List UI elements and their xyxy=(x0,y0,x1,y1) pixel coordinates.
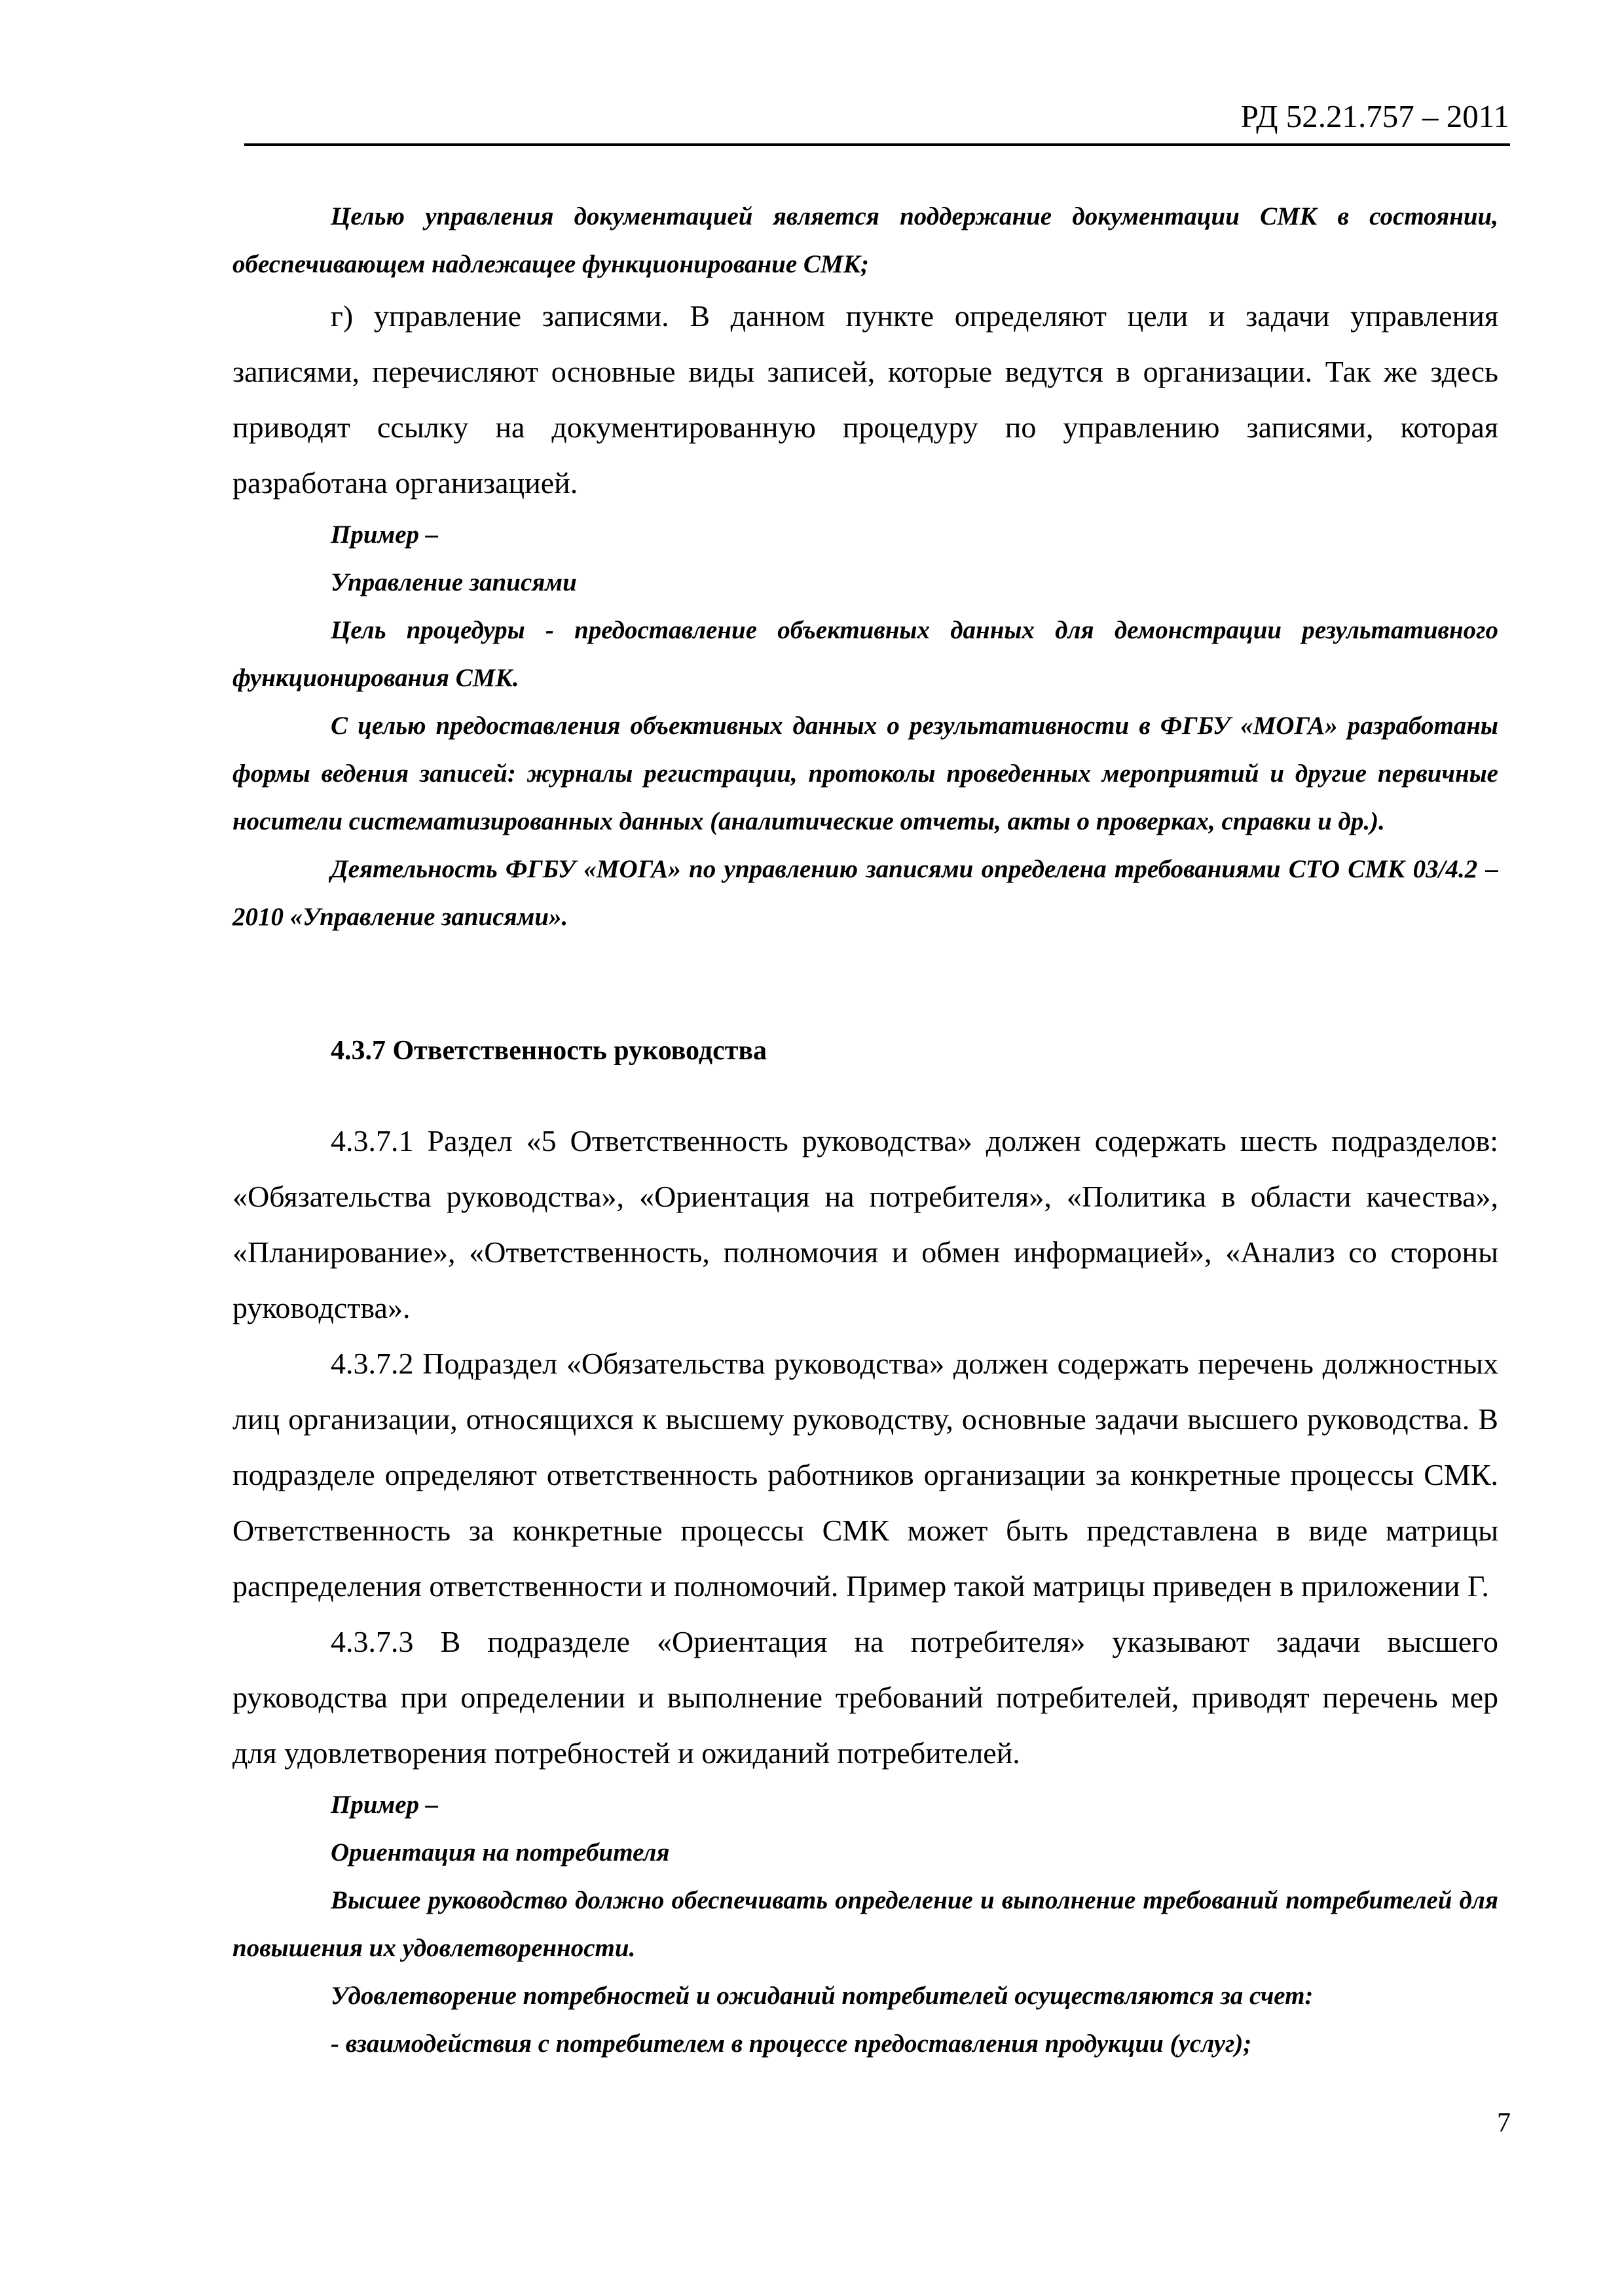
example-paragraph: Деятельность ФГБУ «МОГА» по управлению записями определена требованиями СТО СМК 03/4.2 – 2010 «Управление записями». xyxy=(232,855,1498,931)
header-rule xyxy=(244,143,1510,146)
example-title: Ориентация на потребителя xyxy=(331,1838,670,1867)
content-lower xyxy=(232,1036,1498,2068)
paragraph-4-3-7-1: 4.3.7.1 Раздел «5 Ответственность руководства» должен содержать шесть подразделов: «Обязательства руководства», «Ориентация на потребителя», «Политика в области качества», «Планирование», «Ответственность, полномочия и обмен информацией», «Анализ со стороны руководства». xyxy=(232,1124,1498,1324)
example-paragraph: С целью предоставления объективных данных о результативности в ФГБУ «МОГА» разработаны формы ведения записей: журналы регистрации, протоколы проведенных мероприятий и другие первичные носители систематизированных данных (аналитические отчеты, акты о проверках, справки и др.). xyxy=(232,712,1498,835)
example-paragraph: Цель процедуры - предоставление объективных данных для демонстрации результативного функционирования СМК. xyxy=(232,616,1498,692)
example-label: Пример – xyxy=(331,520,439,549)
content-upper xyxy=(232,192,1498,941)
example-label: Пример – xyxy=(331,1791,439,1819)
example-paragraph: Высшее руководство должно обеспечивать определение и выполнение требований потребителей для повышения их удовлетворенности. xyxy=(232,1886,1498,1962)
example-title: Управление записями xyxy=(331,568,577,596)
section-heading: 4.3.7 Ответственность руководства xyxy=(331,1036,767,1066)
example-paragraph: Удовлетворение потребностей и ожиданий потребителей осуществляются за счет: xyxy=(331,1982,1314,2010)
document-code: РД 52.21.757 – 2011 xyxy=(1240,98,1509,134)
page-number: 7 xyxy=(1497,2108,1511,2138)
example-paragraph: - взаимодействия с потребителем в процессе предоставления продукции (услуг); xyxy=(331,2030,1252,2058)
paragraph-doc-control-goal: Целью управления документацией является поддержание документации СМК в состоянии, обеспечивающем надлежащее функционирование СМК; xyxy=(232,202,1498,278)
paragraph-4-3-7-3: 4.3.7.3 В подразделе «Ориентация на потребителя» указывают задачи высшего руководства при определении и выполнение требований потребителей, приводят перечень мер для удовлетворения потребностей и ожиданий потребителей. xyxy=(232,1625,1498,1770)
paragraph-4-3-7-2: 4.3.7.2 Подраздел «Обязательства руководства» должен содержать перечень должностных лиц организации, относящихся к высшему руководству, основные задачи высшего руководства. В подразделе определяют ответственность работников организации за конкретные процессы СМК. Ответственность за конкретные процессы СМК может быть представлена в виде матрицы распределения ответственности и полномочий. Пример такой матрицы приведен в приложении Г. xyxy=(232,1347,1498,1603)
paragraph-records-management: г) управление записями. В данном пункте определяют цели и задачи управления записями, перечисляют основные виды записей, которые ведутся в организации. Так же здесь приводят ссылку на документированную процедуру по управлению записями, которая разработана организацией. xyxy=(232,299,1498,500)
